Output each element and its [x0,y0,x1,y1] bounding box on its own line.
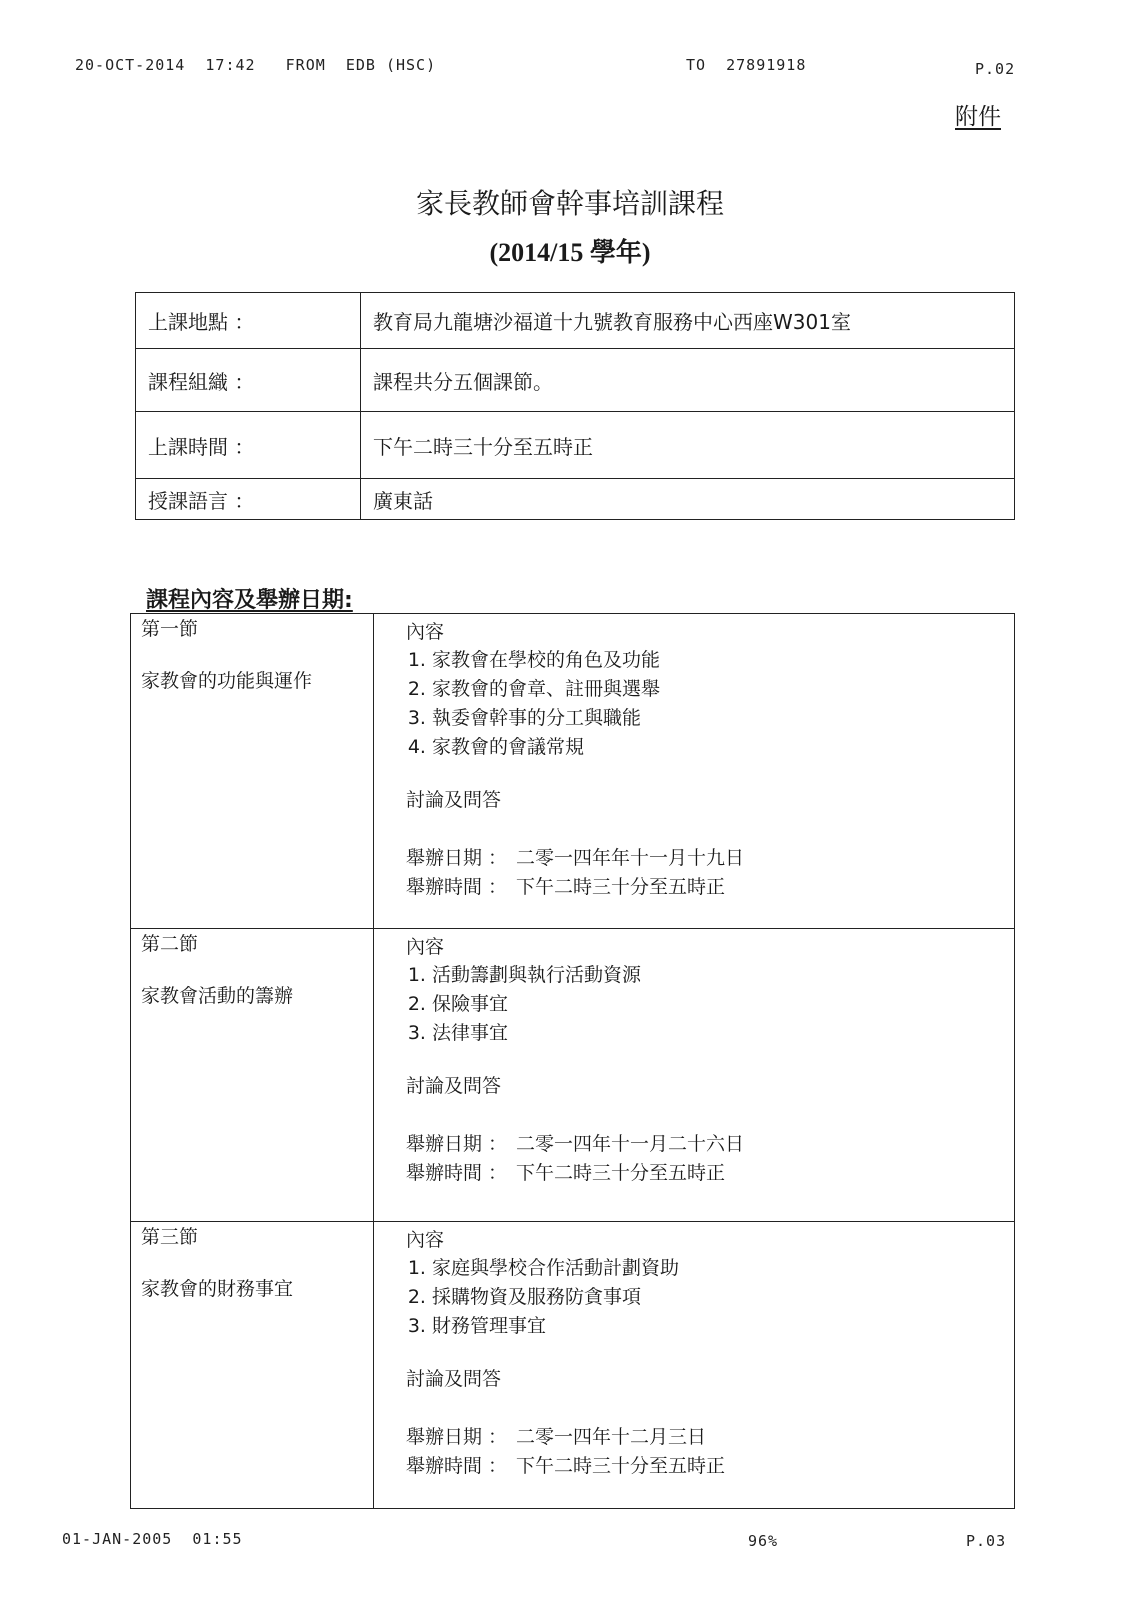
fax-header-datetime-from: 20-OCT-2014 17:42 FROM EDB (HSC) [75,56,437,74]
language-value: 廣東話 [361,479,1015,520]
session-left-cell [131,614,374,929]
session-time [406,1452,982,1481]
info-row-time [136,412,1015,479]
session-name: 家教會的功能與運作 [141,670,313,692]
session-row [131,614,1015,929]
content-item: 2. 家教會的會章、註冊與選舉 [432,675,982,704]
session-date [406,1130,982,1159]
discussion-label: 討論及問答 [406,789,502,811]
content-list [406,961,982,1048]
content-label: 內容 [406,1229,445,1251]
content-item: 3. 財務管理事宜 [432,1312,982,1341]
session-content-cell [374,614,1015,929]
course-content-heading: 課程內容及舉辦日期: [146,588,353,613]
document-title: 家長教師會幹事培訓課程 [415,187,724,220]
time-label: 上課時間 ： [136,412,361,479]
location-value: 教育局九龍塘沙福道十九號教育服務中心西座W301室 [361,293,1015,349]
content-item: 2. 保險事宜 [432,990,982,1019]
fax-header-page: P.02 [975,60,1016,78]
time-value: 下午二時三十分至五時正 [516,876,726,898]
session-time [406,873,982,902]
content-item: 3. 法律事宜 [432,1019,982,1048]
session-date [406,1423,982,1452]
content-item: 1. 家教會在學校的角色及功能 [432,646,982,675]
content-item: 3. 執委會幹事的分工與職能 [432,704,982,733]
session-row [131,929,1015,1222]
date-value: 二零一四年十一月二十六日 [516,1133,745,1155]
info-row-language [136,479,1015,520]
session-left-cell [131,929,374,1222]
date-value: 二零一四年十二月三日 [516,1426,707,1448]
time-value: 下午二時三十分至五時正 [516,1162,726,1184]
session-label: 第三節 [141,1226,199,1248]
session-row [131,1222,1015,1509]
content-label: 內容 [406,621,445,643]
time-label: 舉辦時間 ： [406,1455,508,1477]
session-time [406,1159,982,1188]
fax-footer-page: P.03 [966,1532,1007,1550]
attachment-label: 附件 [955,104,1001,130]
content-list [406,646,982,762]
session-label: 第二節 [141,933,199,955]
time-value: 下午二時三十分至五時正 [516,1455,726,1477]
content-label: 內容 [406,936,445,958]
content-item: 1. 家庭與學校合作活動計劃資助 [432,1254,982,1283]
discussion-label: 討論及問答 [406,1075,502,1097]
fax-header-to: TO 27891918 [686,56,807,74]
content-list [406,1254,982,1341]
course-info-table [135,292,1015,520]
content-item: 4. 家教會的會議常規 [432,733,982,762]
session-date [406,844,982,873]
session-left-cell [131,1222,374,1509]
discussion-label: 討論及問答 [406,1368,502,1390]
content-item: 2. 採購物資及服務防貪事項 [432,1283,982,1312]
date-label: 舉辦日期 ： [406,847,508,869]
info-row-organization [136,349,1015,412]
time-label: 舉辦時間 ： [406,876,508,898]
organization-label: 課程組織 ： [136,349,361,412]
session-name: 家教會的財務事宜 [141,1278,294,1300]
time-label: 舉辦時間 ： [406,1162,508,1184]
language-label: 授課語言 ： [136,479,361,520]
date-label: 舉辦日期 ： [406,1426,508,1448]
date-value: 二零一四年年十一月十九日 [516,847,745,869]
date-label: 舉辦日期 ： [406,1133,508,1155]
location-label: 上課地點 ： [136,293,361,349]
info-row-location [136,293,1015,349]
session-label: 第一節 [141,618,199,640]
session-content-cell [374,1222,1015,1509]
fax-footer-percent: 96% [748,1532,779,1550]
organization-value: 課程共分五個課節。 [361,349,1015,412]
content-item: 1. 活動籌劃與執行活動資源 [432,961,982,990]
time-value: 下午二時三十分至五時正 [361,412,1015,479]
course-sessions-table [130,613,1015,1509]
fax-footer-datetime: 01-JAN-2005 01:55 [62,1530,243,1548]
session-name: 家教會活動的籌辦 [141,985,294,1007]
session-content-cell [374,929,1015,1222]
document-subtitle: (2014/15 學年) [489,238,651,267]
